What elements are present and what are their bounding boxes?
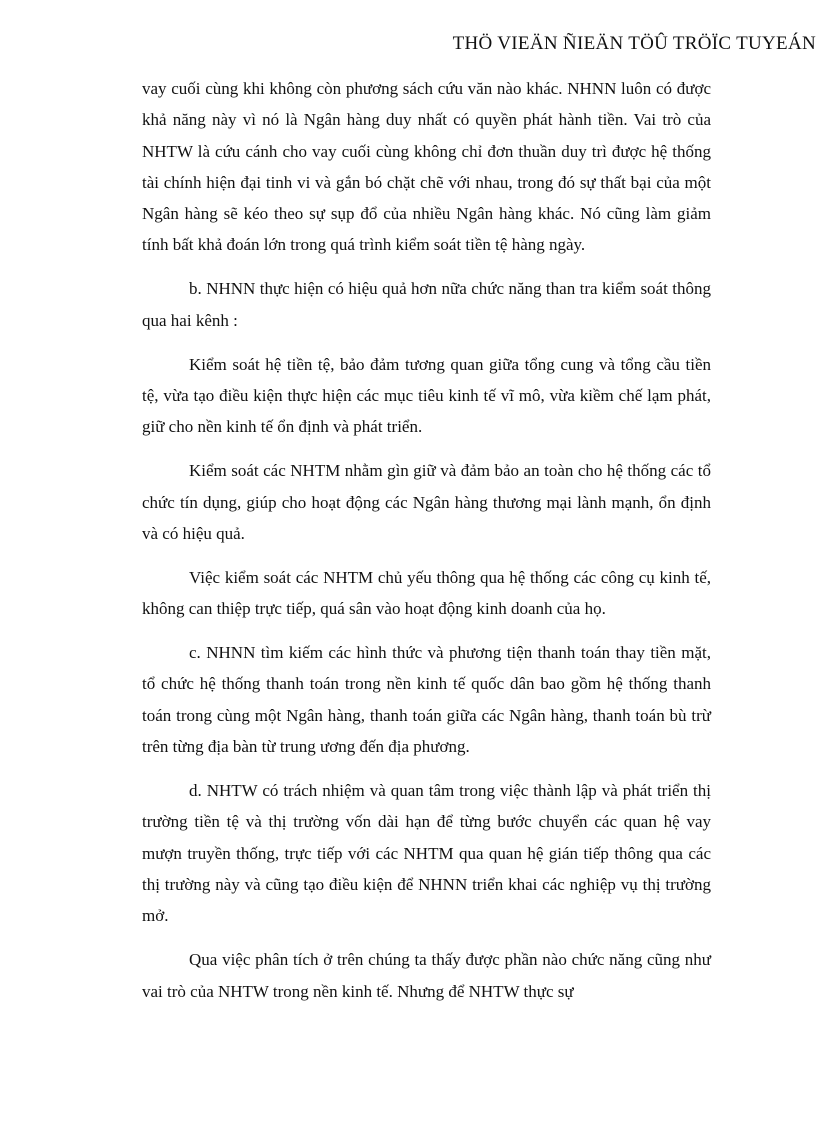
paragraph-control-tools: Việc kiểm soát các NHTM chủ yếu thông qua hệ thống các công cụ kinh tế, không can thiệp trực tiếp, quá sân vào hoạt động kinh doanh của họ. (142, 567, 711, 619)
document-body (142, 73, 711, 1020)
paragraph-nhtm-control: Kiểm soát các NHTM nhằm gìn giữ và đảm bảo an toàn cho hệ thống các tổ chức tín dụng, giúp cho hoạt động các Ngân hàng thương mại lành mạnh, ổn định và có hiệu quả. (142, 461, 711, 543)
paragraph-item-c: c. NHNN tìm kiếm các hình thức và phương tiện thanh toán thay tiền mặt, tổ chức hệ thống thanh toán trong nền kinh tế quốc dân bao gồm hệ thống thanh toán trong cùng một Ngân hàng, thanh toán giữa các Ngân hàng, thanh toán bù trừ trên từng địa bàn từ trung ương đến địa phương. (142, 643, 711, 757)
paragraph-item-b: b. NHNN thực hiện có hiệu quả hơn nữa chức năng than tra kiểm soát thông qua hai kênh : (142, 279, 711, 330)
paragraph-conclusion: Qua việc phân tích ở trên chúng ta thấy được phần nào chức năng cũng như vai trò của NHTW trong nền kinh tế. Nhưng để NHTW thực sự (142, 950, 711, 1001)
paragraph-lender-of-last-resort: vay cuối cùng khi không còn phương sách cứu văn nào khác. NHNN luôn có được khả năng này vì nó là Ngân hàng duy nhất có quyền phát hành tiền. Vai trò của NHTW là cứu cánh cho vay cuối cùng không chỉ đơn thuần duy trì được hệ thống tài chính hiện đại tinh vi và gắn bó chặt chẽ với nhau, trong đó sự thất bại của một Ngân hàng sẽ kéo theo sự sụp đổ của nhiều Ngân hàng khác. Nó cũng làm giảm tính bất khả đoán lớn trong quá trình kiểm soát tiền tệ hàng ngày. (142, 79, 711, 255)
page-header-title: THÖ VIEÄN ÑIEÄN TÖÛ TRÖÏC TUYEÁN (452, 33, 816, 54)
paragraph-item-d: d. NHTW có trách nhiệm và quan tâm trong việc thành lập và phát triển thị trường tiền tệ và thị trường vốn dài hạn để từng bước chuyển các quan hệ vay mượn truyền thống, trực tiếp với các NHTM qua quan hệ gián tiếp thông qua các thị trường này và cũng tạo điều kiện để NHNN triển khai các nghiệp vụ thị trường mở. (142, 781, 711, 926)
paragraph-monetary-control: Kiểm soát hệ tiền tệ, bảo đảm tương quan giữa tổng cung và tổng cầu tiền tệ, vừa tạo điều kiện thực hiện các mục tiêu kinh tế vĩ mô, vừa kiềm chế lạm phát, giữ cho nền kinh tế ổn định và phát triển. (142, 354, 711, 437)
